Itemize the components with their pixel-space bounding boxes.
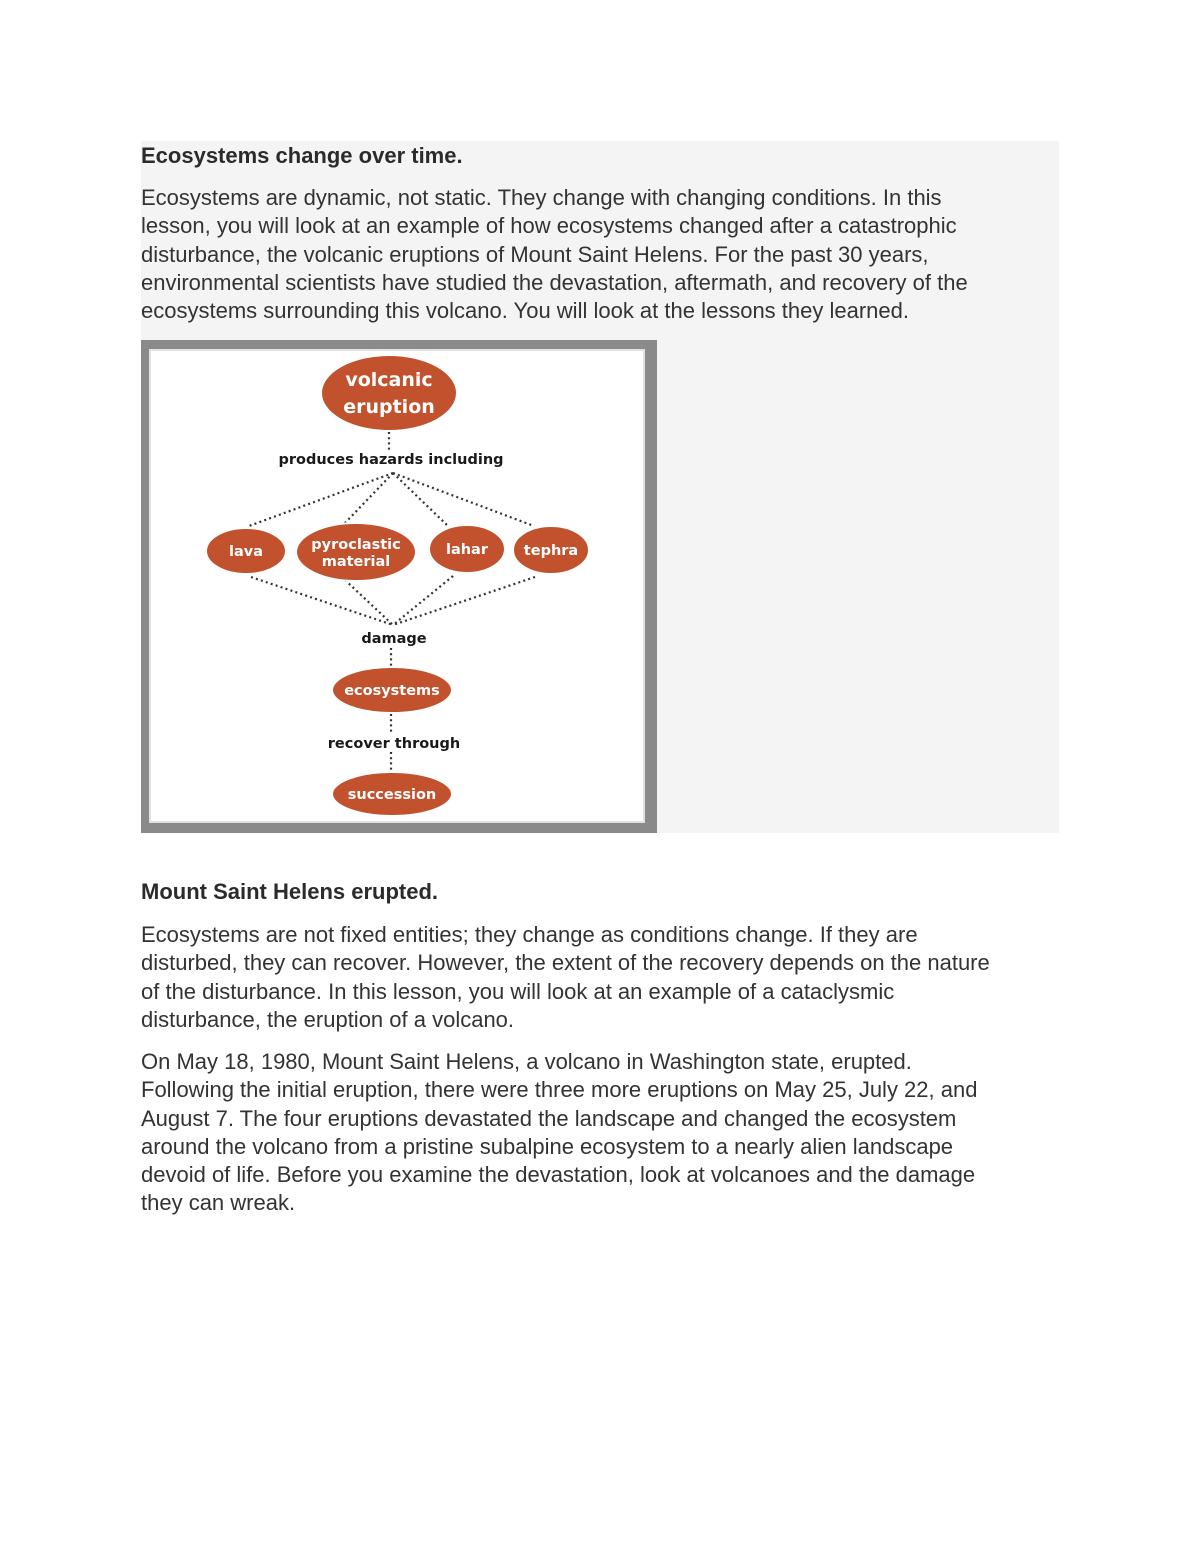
intro-paragraph: [141, 184, 1041, 325]
paragraph-line: they can wreak.: [141, 1190, 296, 1216]
intro-line: lesson, you will look at an example of how ecosystems changed after a catastrophic: [141, 213, 957, 239]
node-label-lahar: lahar: [445, 542, 489, 558]
paragraph-line: On May 18, 1980, Mount Saint Helens, a volcano in Washington state, erupted.: [141, 1049, 912, 1074]
paragraph-line: around the volcano from a pristine subalpine ecosystem to a nearly alien landscape: [141, 1133, 954, 1159]
paragraph-line: disturbed, they can recover. However, the extent of the recovery depends on the nature: [141, 950, 990, 976]
paragraph-line: disturbance, the eruption of a volcano.: [141, 1006, 515, 1032]
paragraph-line: Following the initial eruption, there were three more eruptions on May 25, July 22, and: [141, 1077, 978, 1103]
link-label-produces-hazards: produces hazards including: [278, 452, 504, 468]
intro-line: ecosystems surrounding this volcano. You will look at the lessons they learned.: [141, 298, 909, 324]
node-label-material: material: [321, 554, 391, 570]
body-paragraph-fixed-entities: [141, 921, 1053, 1034]
section-heading-ecosystems-change: Ecosystems change over time.: [141, 143, 463, 168]
body-paragraph-eruption-dates: [141, 1048, 1053, 1218]
section-heading-mount-saint-helens: Mount Saint Helens erupted.: [141, 879, 439, 904]
node-label-lava: lava: [229, 544, 263, 560]
node-label-pyroclastic: pyroclastic: [311, 537, 401, 553]
paragraph-line: Ecosystems are not fixed entities; they change as conditions change. If they are: [141, 922, 918, 947]
node-volcanic-eruption: [321, 355, 457, 431]
intro-line: environmental scientists have studied the devastation, aftermath, and recovery of the: [141, 269, 968, 295]
node-label-tephra: tephra: [523, 543, 579, 559]
paragraph-line: devoid of life. Before you examine the devastation, look at volcanoes and the damage: [141, 1162, 976, 1188]
link-label-recover-through: recover through: [327, 736, 461, 752]
node-label-ecosystems: ecosystems: [344, 683, 440, 699]
paragraph-line: August 7. The four eruptions devastated the landscape and changed the ecosystem: [141, 1105, 957, 1131]
intro-line: Ecosystems are dynamic, not static. They change with changing conditions. In this: [141, 185, 942, 210]
paragraph-line: of the disturbance. In this lesson, you will look at an example of a cataclysmic: [141, 978, 895, 1004]
node-label-eruption: eruption: [343, 396, 435, 418]
intro-line: disturbance, the volcanic eruptions of Mount Saint Helens. For the past 30 years,: [141, 241, 929, 267]
link-label-damage: damage: [361, 631, 427, 647]
node-label-volcanic: volcanic: [345, 369, 433, 391]
volcano-hazard-diagram: [141, 340, 657, 833]
node-label-succession: succession: [347, 787, 437, 803]
